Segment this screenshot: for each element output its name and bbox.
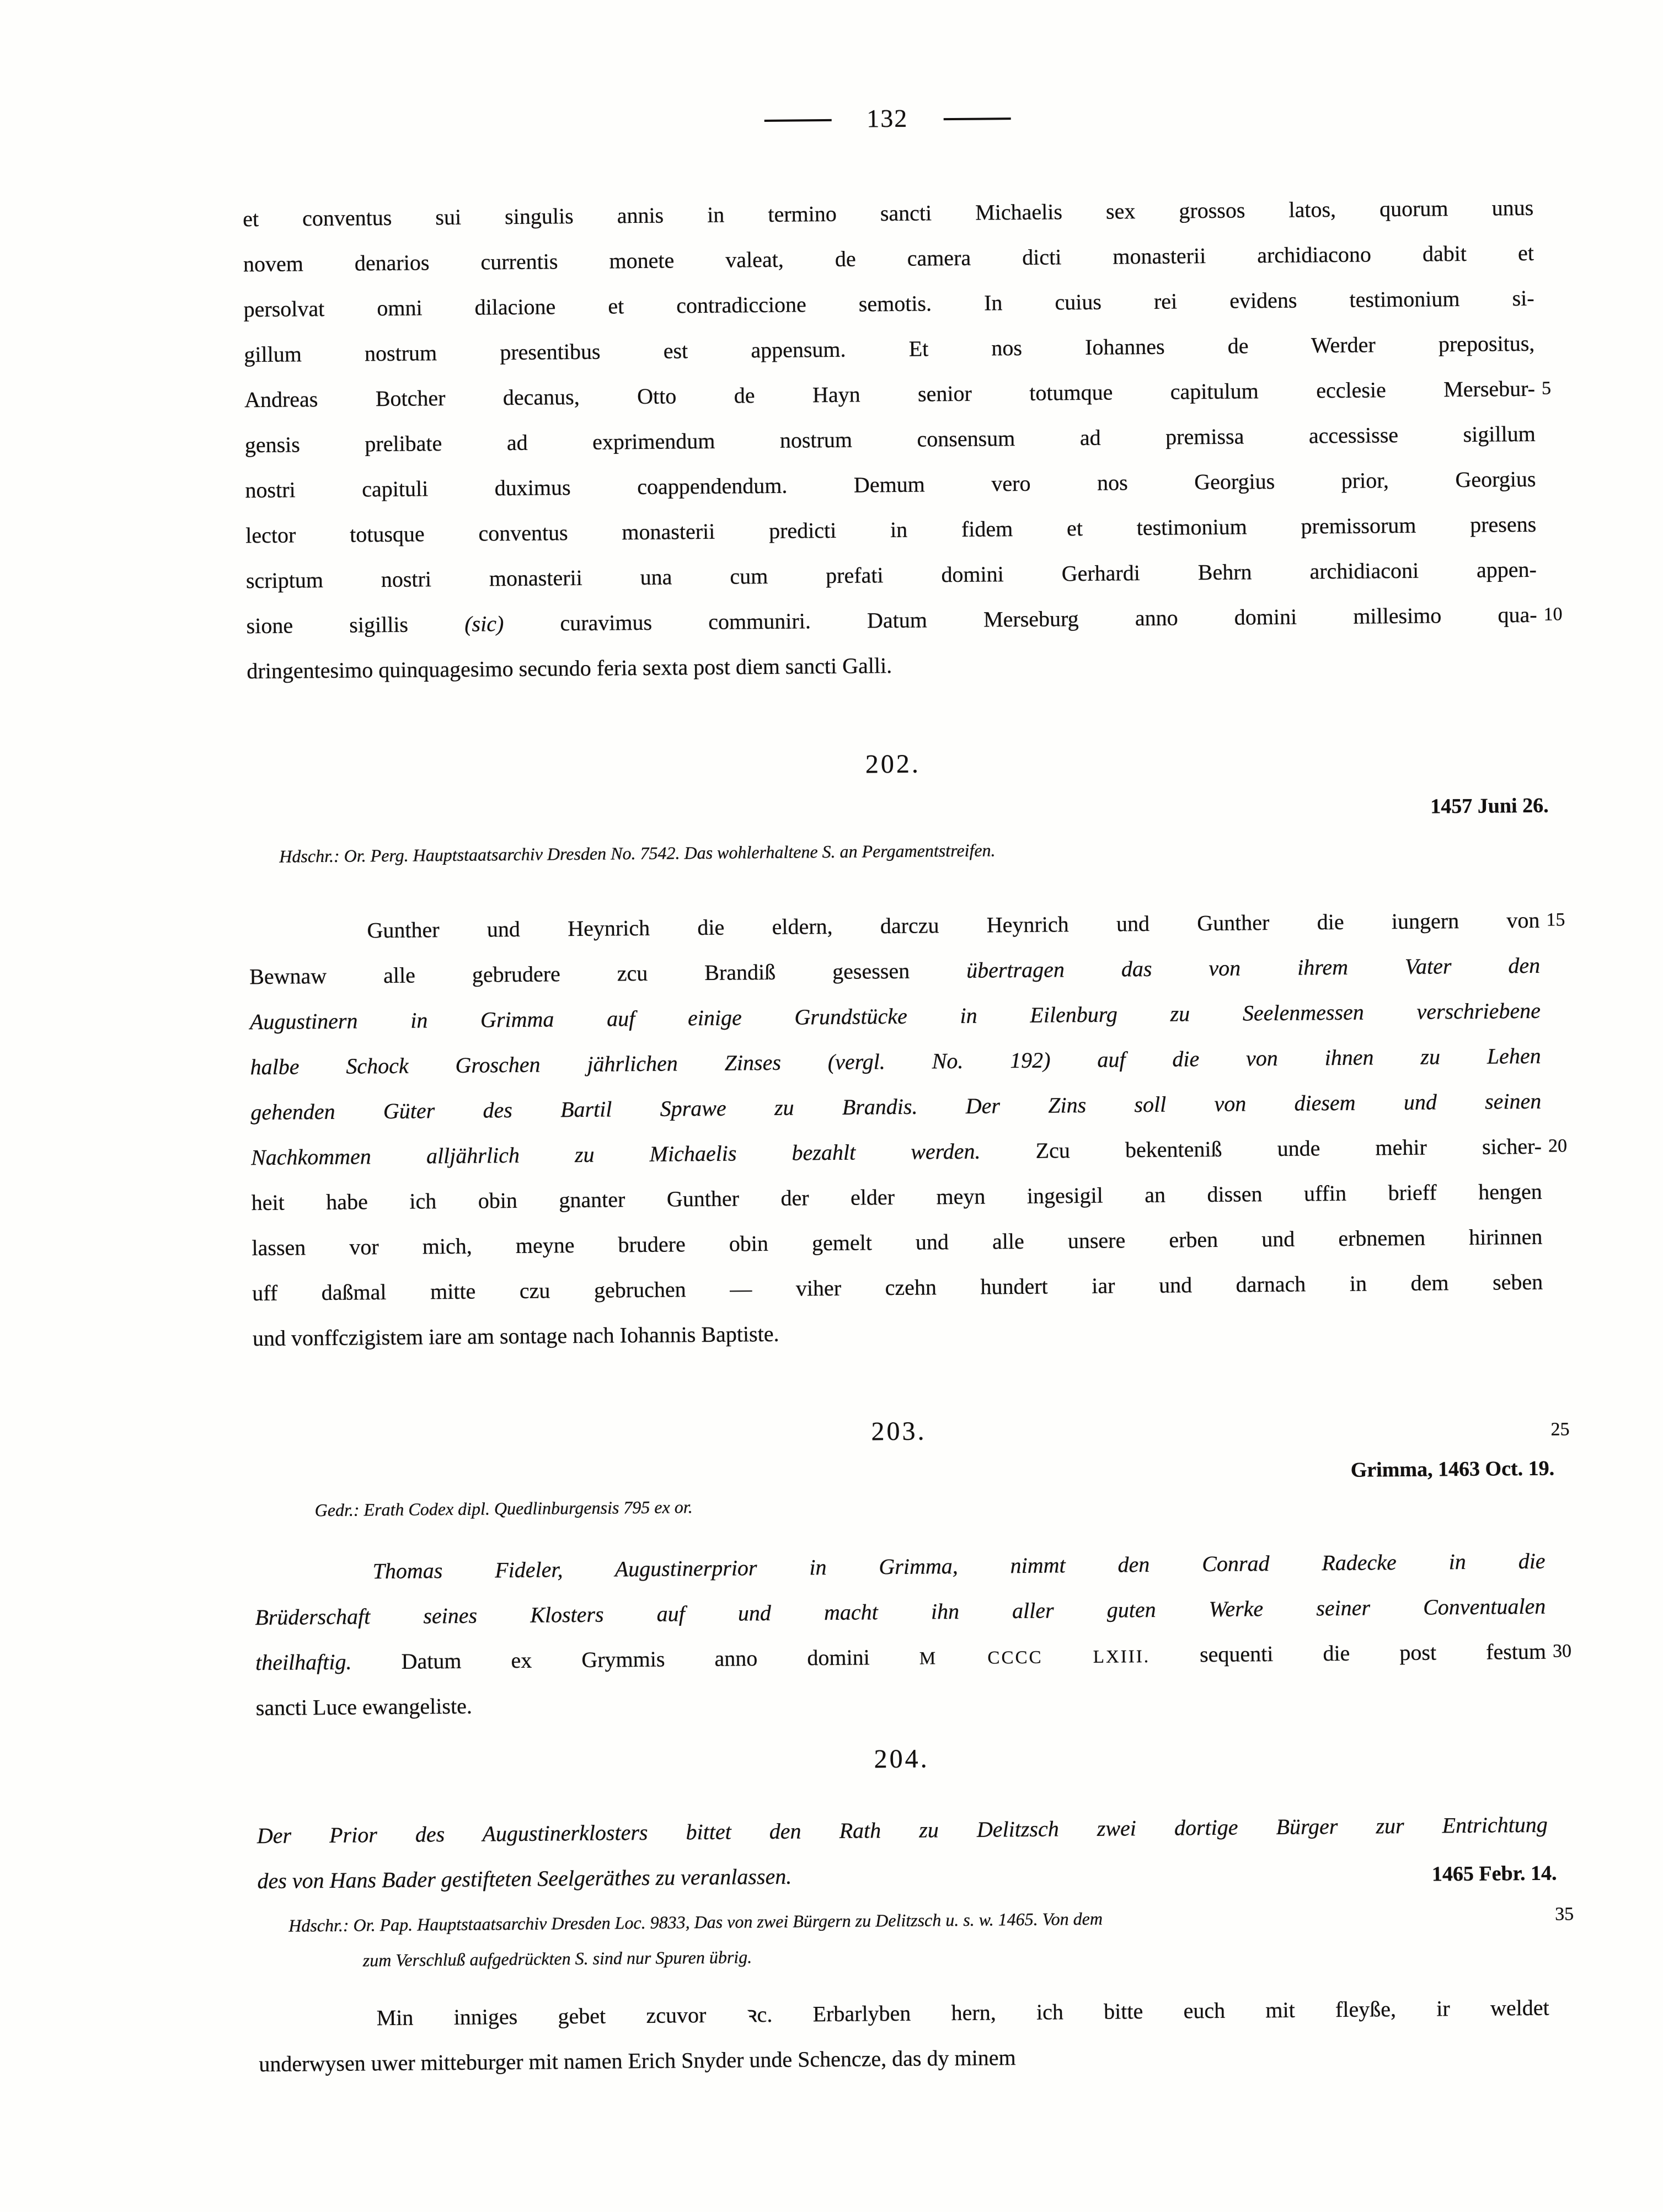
page-number: 132 [866,104,908,132]
source-label: Hdschr.: [288,1915,349,1936]
entry-number: 203. [871,1416,927,1447]
line-text: novem denarios currentis monete valeat, de camera dicti monasterii archidiacono dabit et [243,240,1534,277]
entry-204 [256,1737,1574,2087]
line-text: Thomas Fideler, Augustinerprior in Grimma, nimmt den Conrad Radecke in die [372,1548,1546,1584]
line-text: sequenti die post festum [1149,1638,1547,1667]
line-text: halbe Schock Groschen jährlichen Zinses (vergl. No. 192) auf die von ihnen zu Lehen [250,1043,1541,1080]
roman-numeral-year: M CCCC LXIII. [919,1646,1151,1669]
sic-note: (sic) [464,611,504,636]
line-text: des von Hans Bader gestifteten Seelgeräthes zu veranlassen. [257,1863,792,1894]
line-text: Der Prior des Augustinerklosters bittet den Rath zu Delitzsch zwei dortige Bürger zur Entrichtung [256,1812,1548,1849]
line-text: Bewnaw alle gebrudere zcu Brandiß gesessen [249,957,967,989]
line-text: lassen vor mich, meyne brudere obin gemelt und alle unsere erben und erbnemen hirinnen [252,1224,1543,1261]
line-text: übertragen das von ihrem Vater den [966,952,1541,983]
line-text: Nachkommen alljährlich zu Michaelis bezahlt werden. [250,1138,1036,1170]
line-text: Brüderschaft seines Klosters auf und macht ihn aller guten Werke seiner Conventualen [255,1593,1546,1630]
header-rule-right [943,117,1010,120]
line-text: Gunther und Heynrich die eldern, darczu Heynrich und Gunther die iungern von [367,907,1540,943]
line-text: persolvat omni dilacione et contradiccione semotis. In cuius rei evidens testimonium si- [243,285,1534,322]
header-rule-left [764,119,831,122]
entry-date: Grimma, 1463 Oct. 19. [1350,1456,1555,1482]
line-text: Zcu bekenteniß unde mehir sicher- [1035,1133,1542,1163]
line-text: gensis prelibate ad exprimendum nostrum consensum ad premissa accessisse sigillum [244,421,1536,458]
source-note [258,1897,1574,1979]
line-text: gillum nostrum presentibus est appensum. Et nos Iohannes de Werder prepositus, [244,330,1535,367]
source-label: Gedr.: [314,1499,360,1520]
source-text: zum Verschluß aufgedrückten S. sind nur Spuren übrig. [362,1947,752,1970]
line-text: nostri capituli duximus coappendendum. Demum vero nos Georgius prior, Georgius [245,466,1536,503]
margin-line-number: 30 [1552,1641,1572,1662]
entry-204-text [258,1985,1549,2087]
line-text: curavimus communiri. Datum Merseburg anno domini millesimo qua- [504,602,1537,636]
entry-204-summary [256,1802,1557,1904]
margin-line-number: 10 [1543,604,1563,625]
line-text: underwysen uwer mitteburger mit namen Erich Snyder unde Schencze, das dy minem [259,2045,1016,2077]
line-text: sione sigillis [246,611,465,639]
line-text: lector totusque conventus monasterii predicti in fidem et testimonium premissorum presens [245,511,1537,548]
line-text: uff daßmal mitte czu gebruchen — viher czehn hundert iar und darnach in dem seben [252,1269,1543,1306]
entry-203-summary [254,1539,1572,1731]
line-text: Min inniges gebet zcuvor ꝛc. Erbarlyben hern, ich bitte euch mit fleyße, ir weldet [376,1995,1549,2031]
entry-number: 202. [865,749,921,779]
margin-line-number: 20 [1548,1136,1568,1156]
line-text: gehenden Güter des Bartil Sprawe zu Brandis. Der Zins soll von diesem und seinen [250,1088,1542,1125]
page-header [242,95,1532,141]
entry-203 [253,1410,1572,1731]
entry-201-continuation [243,185,1563,694]
source-label: Hdschr.: [279,845,340,866]
entry-date: 1465 Febr. 14. [1431,1861,1557,1886]
margin-line-number: 5 [1541,378,1552,399]
entry-202-summary [249,898,1568,1361]
source-note [248,833,1539,869]
line-text: dringentesimo quinquagesimo secundo feria sexta post diem sancti Galli. [247,653,892,684]
margin-line-number: 25 [1550,1419,1570,1440]
line-text: et conventus sui singulis annis in termino sancti Michaelis sex grossos latos, quorum unus [243,195,1534,232]
entry-202 [248,742,1568,1361]
entry-heading-row [253,1410,1570,1454]
line-text: sancti Luce ewangeliste. [255,1693,473,1721]
margin-line-number: 35 [1555,1904,1574,1925]
line-text: Datum ex Grymmis anno domini [401,1644,919,1674]
page-content [241,0,1574,2087]
line-text: heit habe ich obin gnanter Gunther der elder meyn ingesigil an dissen uffin brieff hengen [251,1179,1542,1215]
source-text: Or. Pap. Hauptstaatsarchiv Dresden Loc. 9833, Das von zwei Bürgern zu Delitzsch u. s. w. 1465. Von dem [353,1908,1103,1935]
line-text: scriptum nostri monasterii una cum prefati domini Gerhardi Behrn archidiaconi appen- [245,556,1537,593]
line-text: Andreas Botcher decanus, Otto de Hayn senior totumque capitulum ecclesie Mersebur- [244,376,1536,413]
entry-number: 204. [874,1744,929,1774]
source-note [254,1487,1544,1523]
margin-line-number: 15 [1546,909,1565,930]
line-text: theilhaftig. [255,1648,402,1675]
source-text: Or. Perg. Hauptstaatsarchiv Dresden No. 7542. Das wohlerhaltene S. an Pergamentstreifen. [344,840,996,866]
source-text: Erath Codex dipl. Quedlinburgensis 795 ex or. [363,1497,693,1520]
line-text: Augustinern in Grimma auf einige Grundstücke in Eilenburg zu Seelenmessen verschriebene [249,998,1541,1035]
entry-date: 1457 Juni 26. [1430,794,1549,818]
line-text: und vonffczigistem iare am sontage nach Iohannis Baptiste. [252,1321,779,1351]
